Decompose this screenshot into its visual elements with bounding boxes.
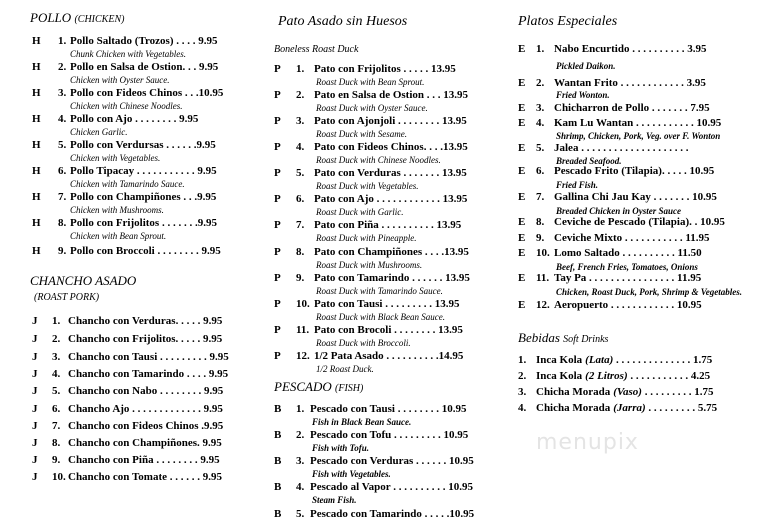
menu-item[interactable] xyxy=(32,351,229,363)
item-description: Fish with Tofu. xyxy=(312,443,369,453)
menu-item[interactable] xyxy=(518,102,710,114)
drink-price: . . . . . . . . . . . 4.25 xyxy=(627,370,711,382)
item-description: Pickled Daikon. xyxy=(556,61,616,71)
menu-item[interactable] xyxy=(32,437,222,449)
item-description: Shrimp, Chicken, Pork, Veg. over F. Wonton xyxy=(556,131,721,141)
menu-item[interactable] xyxy=(274,403,466,415)
item-number: 4. xyxy=(536,117,545,129)
drink-name: Inca Kola xyxy=(536,354,583,366)
item-code: E xyxy=(518,117,526,129)
item-name-price: Chancho Ajo . . . . . . . . . . . . . 9.95 xyxy=(68,403,223,415)
item-code: E xyxy=(518,272,526,284)
item-code: J xyxy=(32,454,38,466)
menu-item[interactable] xyxy=(518,142,688,154)
drink-item[interactable] xyxy=(518,386,713,398)
menu-item[interactable] xyxy=(518,43,707,55)
item-code: J xyxy=(32,403,38,415)
item-name-price: Chancho con Tomate . . . . . . 9.95 xyxy=(68,471,223,483)
menu-item[interactable] xyxy=(32,420,223,432)
item-code: B xyxy=(274,508,282,520)
item-name-price: Chancho con Verduras. . . . . 9.95 xyxy=(68,315,223,327)
item-code: H xyxy=(32,61,41,73)
menu-item[interactable] xyxy=(32,191,216,203)
item-code: E xyxy=(518,142,526,154)
item-name-price: Chancho con Tausi . . . . . . . . . 9.95 xyxy=(68,351,229,363)
item-number: 8. xyxy=(52,437,61,449)
item-code: J xyxy=(32,385,38,397)
item-description: Breaded Seafood. xyxy=(556,156,622,166)
menu-item[interactable] xyxy=(32,35,217,47)
chancho-subheading: (ROAST PORK) xyxy=(34,292,100,303)
item-name-price: Chancho con Champiñones. 9.95 xyxy=(68,437,222,449)
item-code: J xyxy=(32,471,38,483)
menu-item[interactable] xyxy=(518,117,721,129)
item-number: 12. xyxy=(296,350,310,362)
drink-size: (2 Litros) xyxy=(585,370,628,382)
item-description: Chicken with Chinese Noodles. xyxy=(70,101,183,111)
item-number: 9. xyxy=(536,232,545,244)
pollo-heading: POLLO (CHICKEN) xyxy=(30,10,125,25)
item-number: 2. xyxy=(58,61,67,73)
item-description: 1/2 Roast Duck. xyxy=(316,364,374,374)
item-name-price: Pollo con Ajo . . . . . . . . 9.95 xyxy=(70,113,199,125)
item-name-price: Pollo con Broccoli . . . . . . . . 9.95 xyxy=(70,245,221,257)
item-number: 6. xyxy=(536,165,545,177)
item-number: 5. xyxy=(296,167,305,179)
item-number: 6. xyxy=(58,165,67,177)
item-code: P xyxy=(274,219,281,231)
menu-item[interactable] xyxy=(274,115,467,127)
drink-number: 4. xyxy=(518,402,527,414)
drink-name: Chicha Morada xyxy=(536,402,611,414)
item-name-price: Pescado al Vapor . . . . . . . . . . 10.95 xyxy=(310,481,473,493)
item-number: 1. xyxy=(296,403,305,415)
menu-item[interactable] xyxy=(274,429,468,441)
menu-item[interactable] xyxy=(32,165,217,177)
menu-item[interactable] xyxy=(518,77,706,89)
item-code: E xyxy=(518,165,526,177)
menu-item[interactable] xyxy=(274,167,467,179)
item-number: 12. xyxy=(536,299,550,311)
item-name-price: Pollo Tipacay . . . . . . . . . . . 9.95 xyxy=(70,165,217,177)
pato-subheading: Boneless Roast Duck xyxy=(274,44,359,55)
drink-size: (Jarra) xyxy=(613,402,646,414)
item-name-price: Pollo con Champiñones . . .9.95 xyxy=(70,191,217,203)
item-name-price: Pollo con Fideos Chinos . . .10.95 xyxy=(70,87,224,99)
menu-item[interactable] xyxy=(274,324,463,336)
item-description: Roast Duck with Mushrooms. xyxy=(316,260,423,270)
drink-number: 2. xyxy=(518,370,527,382)
item-name-price: Lomo Saltado . . . . . . . . . . 11.50 xyxy=(554,247,702,259)
item-number: 11. xyxy=(536,272,550,284)
item-description: Fried Fish. xyxy=(556,180,599,190)
item-description: Chunk Chicken with Vegetables. xyxy=(70,49,186,59)
item-name-price: Chicharron de Pollo . . . . . . . 7.95 xyxy=(554,102,710,114)
menu-item[interactable] xyxy=(32,471,222,483)
menu-item[interactable] xyxy=(32,385,223,397)
item-code: B xyxy=(274,455,282,467)
menu-item[interactable] xyxy=(274,481,473,493)
pato-heading: Pato Asado sin Huesos xyxy=(278,14,408,29)
item-number: 4. xyxy=(52,368,61,380)
item-number: 10. xyxy=(296,298,310,310)
item-description: Roast Duck with Sesame. xyxy=(316,129,407,139)
menu-item[interactable] xyxy=(274,219,461,231)
menu-item[interactable] xyxy=(274,508,474,520)
menu-item[interactable] xyxy=(32,454,220,466)
item-number: 7. xyxy=(296,219,305,231)
item-description: Chicken with Vegetables. xyxy=(70,153,161,163)
item-number: 2. xyxy=(296,429,305,441)
item-code: P xyxy=(274,272,281,284)
especiales-heading: Platos Especiales xyxy=(518,14,618,29)
item-name-price: Chancho con Piña . . . . . . . . 9.95 xyxy=(68,454,220,466)
menupix-watermark: menupix xyxy=(536,430,639,455)
bebidas-heading: Bebidas Soft Drinks xyxy=(518,330,609,345)
menu-item[interactable] xyxy=(274,63,456,75)
item-name-price: Pescado con Tausi . . . . . . . . 10.95 xyxy=(310,403,467,415)
chancho-heading: CHANCHO ASADO xyxy=(30,273,137,288)
menu-item[interactable] xyxy=(32,87,223,99)
item-code: P xyxy=(274,298,281,310)
item-description: Steam Fish. xyxy=(312,495,357,505)
item-description: Fish in Black Bean Sauce. xyxy=(312,417,412,427)
menu-item[interactable] xyxy=(32,245,221,257)
item-number: 4. xyxy=(58,113,67,125)
item-code: P xyxy=(274,246,281,258)
item-name-price: Ceviche Mixto . . . . . . . . . . . 11.95 xyxy=(554,232,710,244)
item-code: P xyxy=(274,193,281,205)
item-description: Chicken with Tamarindo Sauce. xyxy=(70,179,185,189)
menu-item[interactable] xyxy=(518,191,717,203)
item-number: 3. xyxy=(296,455,305,467)
item-name-price: Pollo en Salsa de Ostion. . . 9.95 xyxy=(70,61,219,73)
drink-name: Chicha Morada xyxy=(536,386,611,398)
item-name-price: Pescado Frito (Tilapia). . . . . 10.95 xyxy=(554,165,715,177)
drink-price: . . . . . . . . . 1.75 xyxy=(641,386,714,398)
item-number: 7. xyxy=(58,191,67,203)
menu-item[interactable] xyxy=(274,193,467,205)
item-code: P xyxy=(274,324,281,336)
item-name-price: Pato con Tamarindo . . . . . . 13.95 xyxy=(314,272,470,284)
item-name-price: 1/2 Pata Asado . . . . . . . . . .14.95 xyxy=(314,350,464,362)
item-name-price: Pato con Ajo . . . . . . . . . . . . 13.95 xyxy=(314,193,468,205)
item-name-price: Pato con Brocoli . . . . . . . . 13.95 xyxy=(314,324,463,336)
item-number: 1. xyxy=(296,63,305,75)
menu-item[interactable] xyxy=(518,232,710,244)
item-name-price: Pollo con Frijolitos . . . . . . .9.95 xyxy=(70,217,217,229)
item-description: Chicken with Mushrooms. xyxy=(70,205,164,215)
item-code: H xyxy=(32,87,41,99)
drink-number: 3. xyxy=(518,386,527,398)
item-name-price: Pollo con Verdursas . . . . . .9.95 xyxy=(70,139,216,151)
item-number: 4. xyxy=(296,481,305,493)
item-name-price: Pato con Piña . . . . . . . . . . 13.95 xyxy=(314,219,462,231)
item-name-price: Pato con Fideos Chinos. . . .13.95 xyxy=(314,141,468,153)
drink-size: (Lata) xyxy=(585,354,614,366)
menu-item[interactable] xyxy=(518,299,702,311)
item-code: E xyxy=(518,43,526,55)
item-name-price: Pato con Ajonjoli . . . . . . . . 13.95 xyxy=(314,115,467,127)
item-number: 8. xyxy=(58,217,67,229)
item-name-price: Ceviche de Pescado (Tilapia). . 10.95 xyxy=(554,216,725,228)
item-number: 5. xyxy=(58,139,67,151)
drink-size: (Vaso) xyxy=(613,386,642,398)
item-number: 1. xyxy=(536,43,545,55)
item-description: Fried Wonton. xyxy=(556,90,610,100)
drink-number: 1. xyxy=(518,354,527,366)
item-description: Roast Duck with Garlic. xyxy=(316,207,404,217)
item-description: Chicken with Bean Sprout. xyxy=(70,231,167,241)
menu-item[interactable] xyxy=(32,139,216,151)
item-number: 8. xyxy=(536,216,545,228)
menu-item[interactable] xyxy=(274,141,468,153)
drink-name: Inca Kola xyxy=(536,370,583,382)
item-name-price: Chancho con Nabo . . . . . . . . 9.95 xyxy=(68,385,224,397)
item-number: 5. xyxy=(52,385,61,397)
drink-item[interactable] xyxy=(518,370,710,382)
item-code: H xyxy=(32,35,41,47)
menu-item[interactable] xyxy=(32,333,222,345)
item-name-price: Kam Lu Wantan . . . . . . . . . . . 10.95 xyxy=(554,117,722,129)
item-name-price: Nabo Encurtido . . . . . . . . . . 3.95 xyxy=(554,43,707,55)
item-description: Roast Duck with Broccoli. xyxy=(316,338,411,348)
item-code: B xyxy=(274,403,282,415)
item-code: E xyxy=(518,102,526,114)
item-number: 2. xyxy=(296,89,305,101)
menu-item[interactable] xyxy=(274,272,470,284)
item-code: P xyxy=(274,89,281,101)
item-name-price: Chancho con Frijolitos. . . . . 9.95 xyxy=(68,333,223,345)
menu-item[interactable] xyxy=(32,403,223,415)
item-code: J xyxy=(32,368,38,380)
item-code: H xyxy=(32,245,41,257)
item-name-price: Pato con Verduras . . . . . . . 13.95 xyxy=(314,167,467,179)
drink-item[interactable] xyxy=(518,354,712,366)
item-code: E xyxy=(518,191,526,203)
menu-item[interactable] xyxy=(274,350,463,362)
item-code: P xyxy=(274,115,281,127)
item-number: 9. xyxy=(58,245,67,257)
item-code: P xyxy=(274,141,281,153)
item-code: H xyxy=(32,217,41,229)
item-number: 11. xyxy=(296,324,310,336)
item-name-price: Pescado con Tamarindo . . . . .10.95 xyxy=(310,508,475,520)
menu-item[interactable] xyxy=(274,455,474,467)
item-name-price: Pato con Champiñones . . . .13.95 xyxy=(314,246,469,258)
item-number: 8. xyxy=(296,246,305,258)
item-code: J xyxy=(32,315,38,327)
item-code: J xyxy=(32,351,38,363)
item-name-price: Aeropuerto . . . . . . . . . . . . 10.95 xyxy=(554,299,702,311)
pescado-heading: PESCADO (FISH) xyxy=(274,379,364,394)
item-number: 5. xyxy=(536,142,545,154)
item-code: H xyxy=(32,113,41,125)
item-description: Roast Duck with Tamarindo Sauce. xyxy=(316,286,443,296)
menu-item[interactable] xyxy=(274,89,468,101)
drink-item[interactable] xyxy=(518,402,717,414)
item-code: H xyxy=(32,139,41,151)
item-description: Roast Duck with Bean Sprout. xyxy=(316,77,425,87)
menu-item[interactable] xyxy=(518,165,714,177)
item-description: Roast Duck with Pineapple. xyxy=(316,233,417,243)
item-code: B xyxy=(274,481,282,493)
item-number: 9. xyxy=(296,272,305,284)
item-number: 3. xyxy=(58,87,67,99)
item-number: 3. xyxy=(536,102,545,114)
item-number: 3. xyxy=(52,351,61,363)
item-name-price: Pescado con Verduras . . . . . . 10.95 xyxy=(310,455,474,467)
item-description: Chicken Garlic. xyxy=(70,127,128,137)
item-name-price: Gallina Chi Jau Kay . . . . . . . 10.95 xyxy=(554,191,717,203)
item-number: 7. xyxy=(536,191,545,203)
item-number: 6. xyxy=(52,403,61,415)
item-name-price: Jalea . . . . . . . . . . . . . . . . . . . . xyxy=(554,142,689,154)
item-name-price: Pato con Frijolitos . . . . . 13.95 xyxy=(314,63,456,75)
item-code: P xyxy=(274,63,281,75)
item-number: 4. xyxy=(296,141,305,153)
menu-item[interactable] xyxy=(32,61,218,73)
item-description: Roast Duck with Oyster Sauce. xyxy=(316,103,428,113)
item-description: Breaded Chicken in Oyster Sauce xyxy=(556,206,681,216)
item-number: 3. xyxy=(296,115,305,127)
item-number: 5. xyxy=(296,508,305,520)
item-number: 2. xyxy=(52,333,61,345)
drink-price: . . . . . . . . . 5.75 xyxy=(645,402,718,414)
item-code: E xyxy=(518,247,526,259)
item-code: P xyxy=(274,350,281,362)
menu-item[interactable] xyxy=(274,246,469,258)
item-name-price: Pato con Tausi . . . . . . . . . 13.95 xyxy=(314,298,460,310)
item-name-price: Pescado con Tofu . . . . . . . . . 10.95 xyxy=(310,429,469,441)
item-name-price: Chancho con Tamarindo . . . . 9.95 xyxy=(68,368,229,380)
item-name-price: Tay Pa . . . . . . . . . . . . . . . . 11.95 xyxy=(554,272,702,284)
item-code: P xyxy=(274,167,281,179)
item-number: 2. xyxy=(536,77,545,89)
menu-item[interactable] xyxy=(518,216,725,228)
item-code: H xyxy=(32,165,41,177)
item-description: Chicken with Oyster Sauce. xyxy=(70,75,170,85)
item-number: 1. xyxy=(58,35,67,47)
menu-item[interactable] xyxy=(518,247,702,259)
menu-item[interactable] xyxy=(518,272,701,284)
item-description: Beef, French Fries, Tomatoes, Onions xyxy=(556,262,698,272)
drink-price: . . . . . . . . . . . . . . 1.75 xyxy=(613,354,713,366)
menu-item[interactable] xyxy=(32,113,198,125)
item-description: Roast Duck with Black Bean Sauce. xyxy=(316,312,445,322)
menu-item[interactable] xyxy=(32,217,217,229)
item-name-price: Chancho con Fideos Chinos .9.95 xyxy=(68,420,224,432)
item-description: Roast Duck with Vegetables. xyxy=(316,181,419,191)
item-code: B xyxy=(274,429,282,441)
menu-item[interactable] xyxy=(32,315,222,327)
item-code: E xyxy=(518,77,526,89)
item-code: E xyxy=(518,216,526,228)
item-code: E xyxy=(518,232,526,244)
item-code: J xyxy=(32,437,38,449)
item-code: J xyxy=(32,333,38,345)
item-number: 10. xyxy=(52,471,66,483)
item-name-price: Wantan Frito . . . . . . . . . . . . 3.95 xyxy=(554,77,706,89)
item-number: 9. xyxy=(52,454,61,466)
item-name-price: Pato en Salsa de Ostion . . . 13.95 xyxy=(314,89,469,101)
item-number: 1. xyxy=(52,315,61,327)
item-code: J xyxy=(32,420,38,432)
item-code: H xyxy=(32,191,41,203)
item-description: Fish with Vegetables. xyxy=(312,469,391,479)
item-number: 7. xyxy=(52,420,61,432)
item-number: 10. xyxy=(536,247,550,259)
item-code: E xyxy=(518,299,526,311)
item-description: Chicken, Roast Duck, Pork, Shrimp & Vegetables. xyxy=(556,287,743,297)
item-number: 6. xyxy=(296,193,305,205)
item-description: Roast Duck with Chinese Noodles. xyxy=(316,155,441,165)
item-name-price: Pollo Saltado (Trozos) . . . . 9.95 xyxy=(70,35,218,47)
menu-item[interactable] xyxy=(32,368,228,380)
menu-item[interactable] xyxy=(274,298,459,310)
